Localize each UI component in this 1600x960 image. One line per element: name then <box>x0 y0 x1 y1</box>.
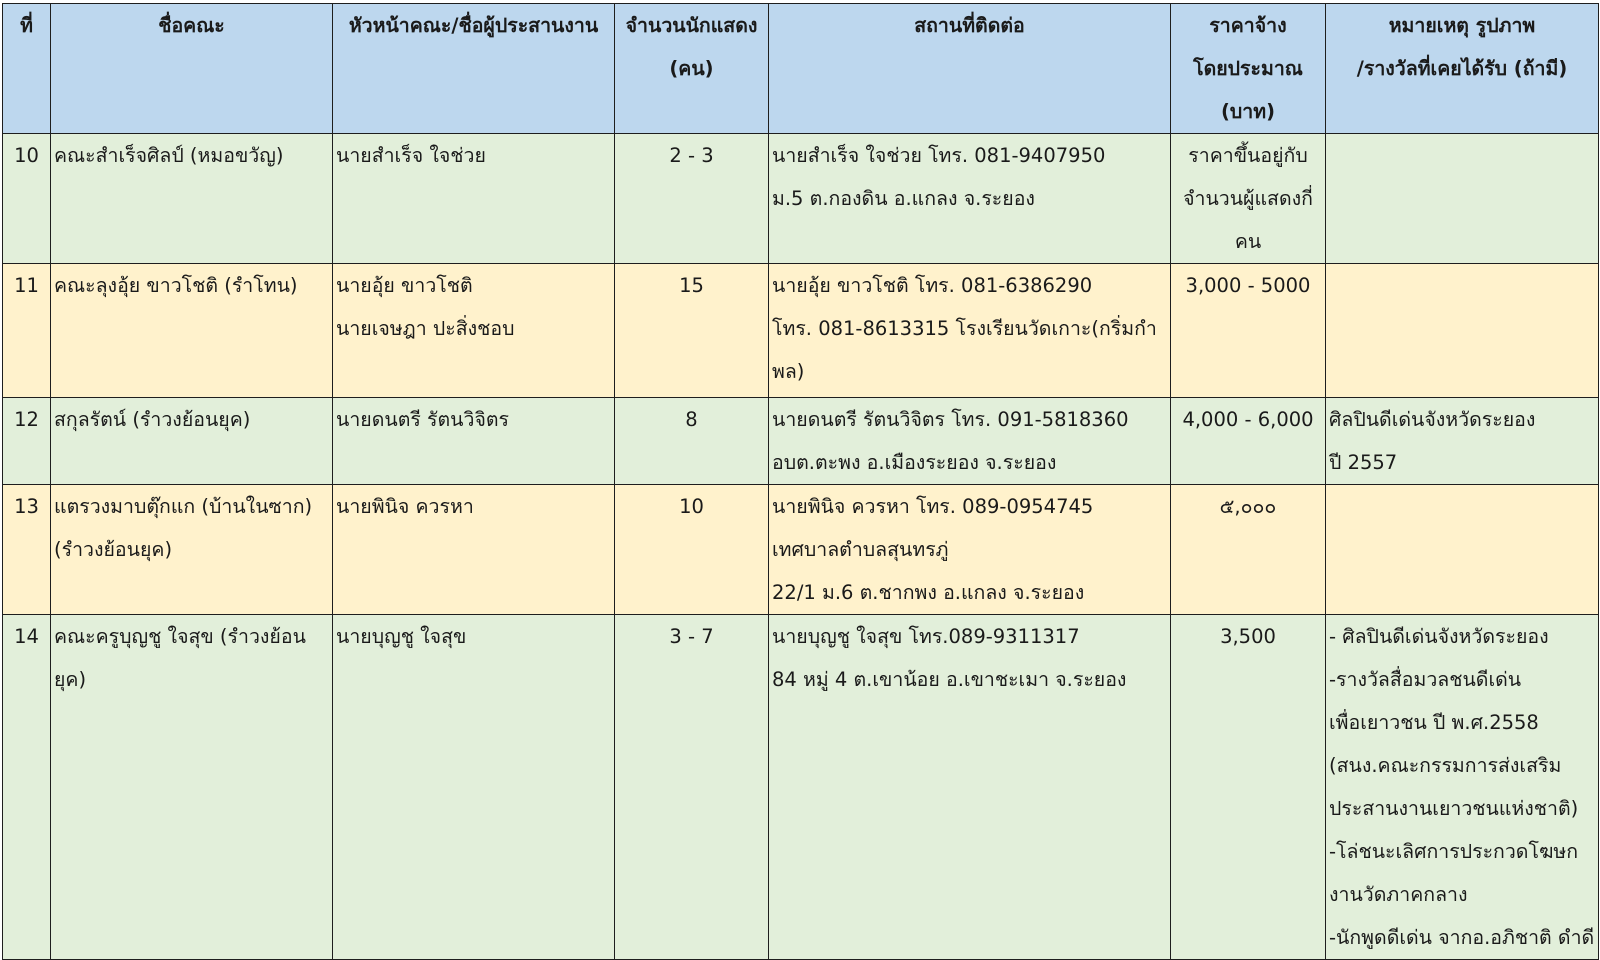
cell-remarks: - ศิลปินดีเด่นจังหวัดระยอง -รางวัลสื่อมวลชนดีเด่น เพื่อเยาวชน ปี พ.ศ.2558 (สนง.คณะกรรมการส่งเสริม ประสานงานเยาวชนแห่งชาติ) -โล่ชนะเลิศการประกวดโฆษก งานวัดภาคกลาง -นักพูดดีเด่น จากอ.อภิชาติ ดำดี <box>1326 615 1599 960</box>
cell-leader: นายสำเร็จ ใจช่วย <box>333 134 615 264</box>
cell-leader: นายบุญชู ใจสุข <box>333 615 615 960</box>
table-row <box>3 485 1599 615</box>
header-no: ที่ <box>3 4 51 134</box>
cell-remarks <box>1326 264 1599 398</box>
cell-contact: นายอุ้ย ขาวโชติ โทร. 081-6386290 โทร. 081-8613315 โรงเรียนวัดเกาะ(กริ่มกำ พล) <box>769 264 1171 398</box>
header-row <box>3 4 1599 134</box>
cell-leader: นายดนตรี รัตนวิจิตร <box>333 398 615 485</box>
cell-name: แตรวงมาบตุ๊กแก (บ้านในซาก) (รำวงย้อนยุค) <box>51 485 333 615</box>
header-performers: จำนวนนักแสดง (คน) <box>615 4 769 134</box>
cell-performers: 3 - 7 <box>615 615 769 960</box>
cell-remarks: ศิลปินดีเด่นจังหวัดระยอง ปี 2557 <box>1326 398 1599 485</box>
cell-price: 3,500 <box>1171 615 1326 960</box>
table-row <box>3 615 1599 960</box>
cell-contact: นายดนตรี รัตนวิจิตร โทร. 091-5818360 อบต.ตะพง อ.เมืองระยอง จ.ระยอง <box>769 398 1171 485</box>
cell-no: 11 <box>3 264 51 398</box>
cell-name: สกุลรัตน์ (รำวงย้อนยุค) <box>51 398 333 485</box>
cell-price: 3,000 - 5000 <box>1171 264 1326 398</box>
cell-price: 4,000 - 6,000 <box>1171 398 1326 485</box>
header-remarks: หมายเหตุ รูปภาพ /รางวัลที่เคยได้รับ (ถ้ามี) <box>1326 4 1599 134</box>
header-name: ชื่อคณะ <box>51 4 333 134</box>
cell-no: 12 <box>3 398 51 485</box>
cell-name: คณะสำเร็จศิลป์ (หมอขวัญ) <box>51 134 333 264</box>
cell-price: ๕,๐๐๐ <box>1171 485 1326 615</box>
cell-name: คณะลุงอุ้ย ขาวโชติ (รำโทน) <box>51 264 333 398</box>
cell-name: คณะครูบุญชู ใจสุข (รำวงย้อนยุค) <box>51 615 333 960</box>
cell-leader: นายอุ้ย ขาวโชติ นายเจษฎา ปะสิ่งชอบ <box>333 264 615 398</box>
table-row <box>3 134 1599 264</box>
header-price: ราคาจ้าง โดยประมาณ (บาท) <box>1171 4 1326 134</box>
table-row <box>3 398 1599 485</box>
cell-performers: 8 <box>615 398 769 485</box>
table-row <box>3 264 1599 398</box>
cell-contact: นายบุญชู ใจสุข โทร.089-9311317 84 หมู่ 4 ต.เขาน้อย อ.เขาชะเมา จ.ระยอง <box>769 615 1171 960</box>
cell-performers: 10 <box>615 485 769 615</box>
header-leader: หัวหน้าคณะ/ชื่อผู้ประสานงาน <box>333 4 615 134</box>
cell-contact: นายพินิจ ควรหา โทร. 089-0954745 เทศบาลตำบลสุนทรภู่ 22/1 ม.6 ต.ชากพง อ.แกลง จ.ระยอง <box>769 485 1171 615</box>
cell-price: ราคาขึ้นอยู่กับ จำนวนผู้แสดงกี่ คน <box>1171 134 1326 264</box>
cell-no: 10 <box>3 134 51 264</box>
header-contact: สถานที่ติดต่อ <box>769 4 1171 134</box>
cell-performers: 15 <box>615 264 769 398</box>
cell-contact: นายสำเร็จ ใจช่วย โทร. 081-9407950 ม.5 ต.กองดิน อ.แกลง จ.ระยอง <box>769 134 1171 264</box>
cell-remarks <box>1326 134 1599 264</box>
cell-performers: 2 - 3 <box>615 134 769 264</box>
cell-remarks <box>1326 485 1599 615</box>
performer-table <box>2 3 1599 960</box>
cell-leader: นายพินิจ ควรหา <box>333 485 615 615</box>
cell-no: 13 <box>3 485 51 615</box>
cell-no: 14 <box>3 615 51 960</box>
